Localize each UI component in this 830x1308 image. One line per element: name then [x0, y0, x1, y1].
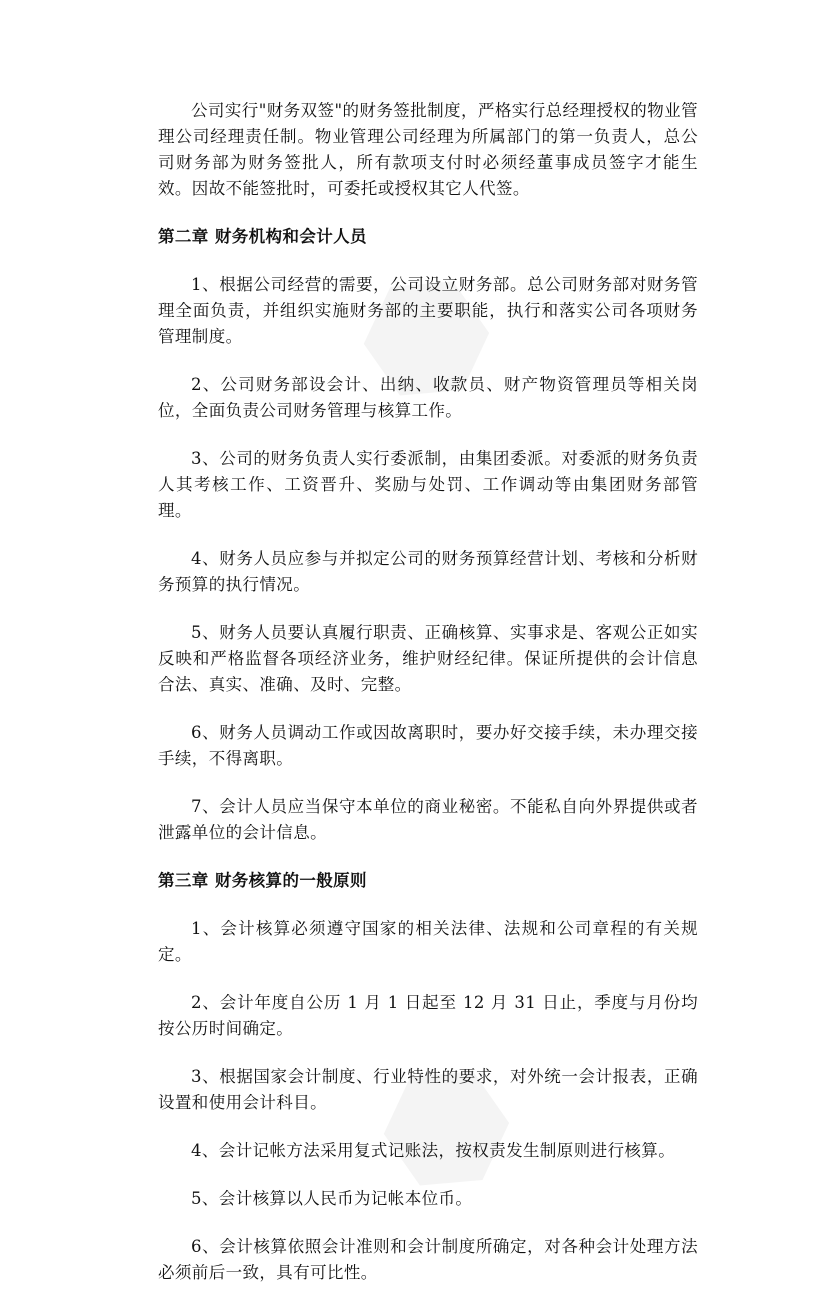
chapter-2-item: 5、财务人员要认真履行职责、正确核算、实事求是、客观公正如实反映和严格监督各项经济业务，维护财经纪律。保证所提供的会计信息合法、真实、准确、及时、完整。: [158, 623, 698, 694]
chapter-2-item: 2、公司财务部设会计、出纳、收款员、财产物资管理员等相关岗位，全面负责公司财务管理与核算工作。: [158, 375, 698, 420]
chapter-3-item: 1、会计核算必须遵守国家的相关法律、法规和公司章程的有关规定。: [158, 919, 698, 964]
chapter-2-item: 4、财务人员应参与并拟定公司的财务预算经营计划、考核和分析财务预算的执行情况。: [158, 549, 698, 594]
document-body: [158, 98, 698, 1308]
intro-paragraph: 公司实行"财务双签"的财务签批制度，严格实行总经理授权的物业管理公司经理责任制。物业管理公司经理为所属部门的第一负责人，总公司财务部为财务签批人，所有款项支付时必须经董事成员签字才能生效。因故不能签批时，可委托或授权其它人代签。: [158, 101, 698, 198]
chapter-3-item: 2、会计年度自公历 1 月 1 日起至 12 月 31 日止，季度与月份均按公历时间确定。: [158, 993, 698, 1038]
chapter-2-item: 1、根据公司经营的需要，公司设立财务部。总公司财务部对财务管理全面负责，并组织实施财务部的主要职能，执行和落实公司各项财务管理制度。: [158, 275, 698, 346]
chapter-2-item: 3、公司的财务负责人实行委派制，由集团委派。对委派的财务负责人其考核工作、工资晋升、奖励与处罚、工作调动等由集团财务部管理。: [158, 449, 698, 520]
chapter-3-item: 6、会计核算依照会计准则和会计制度所确定，对各种会计处理方法必须前后一致，具有可比性。: [158, 1237, 698, 1282]
chapter-3-item: 5、会计核算以人民币为记帐本位币。: [191, 1189, 473, 1208]
chapter-3-item: 3、根据国家会计制度、行业特性的要求，对外统一会计报表，正确设置和使用会计科目。: [158, 1067, 698, 1112]
chapter-2-item: 7、会计人员应当保守本单位的商业秘密。不能私自向外界提供或者泄露单位的会计信息。: [158, 797, 698, 842]
chapter-2-item: 6、财务人员调动工作或因故离职时，要办好交接手续，未办理交接手续，不得离职。: [158, 723, 698, 768]
chapter-2-heading: 第二章 财务机构和会计人员: [158, 227, 367, 246]
chapter-3-heading: 第三章 财务核算的一般原则: [158, 871, 367, 890]
chapter-3-item: 4、会计记帐方法采用复式记账法，按权责发生制原则进行核算。: [191, 1141, 676, 1160]
